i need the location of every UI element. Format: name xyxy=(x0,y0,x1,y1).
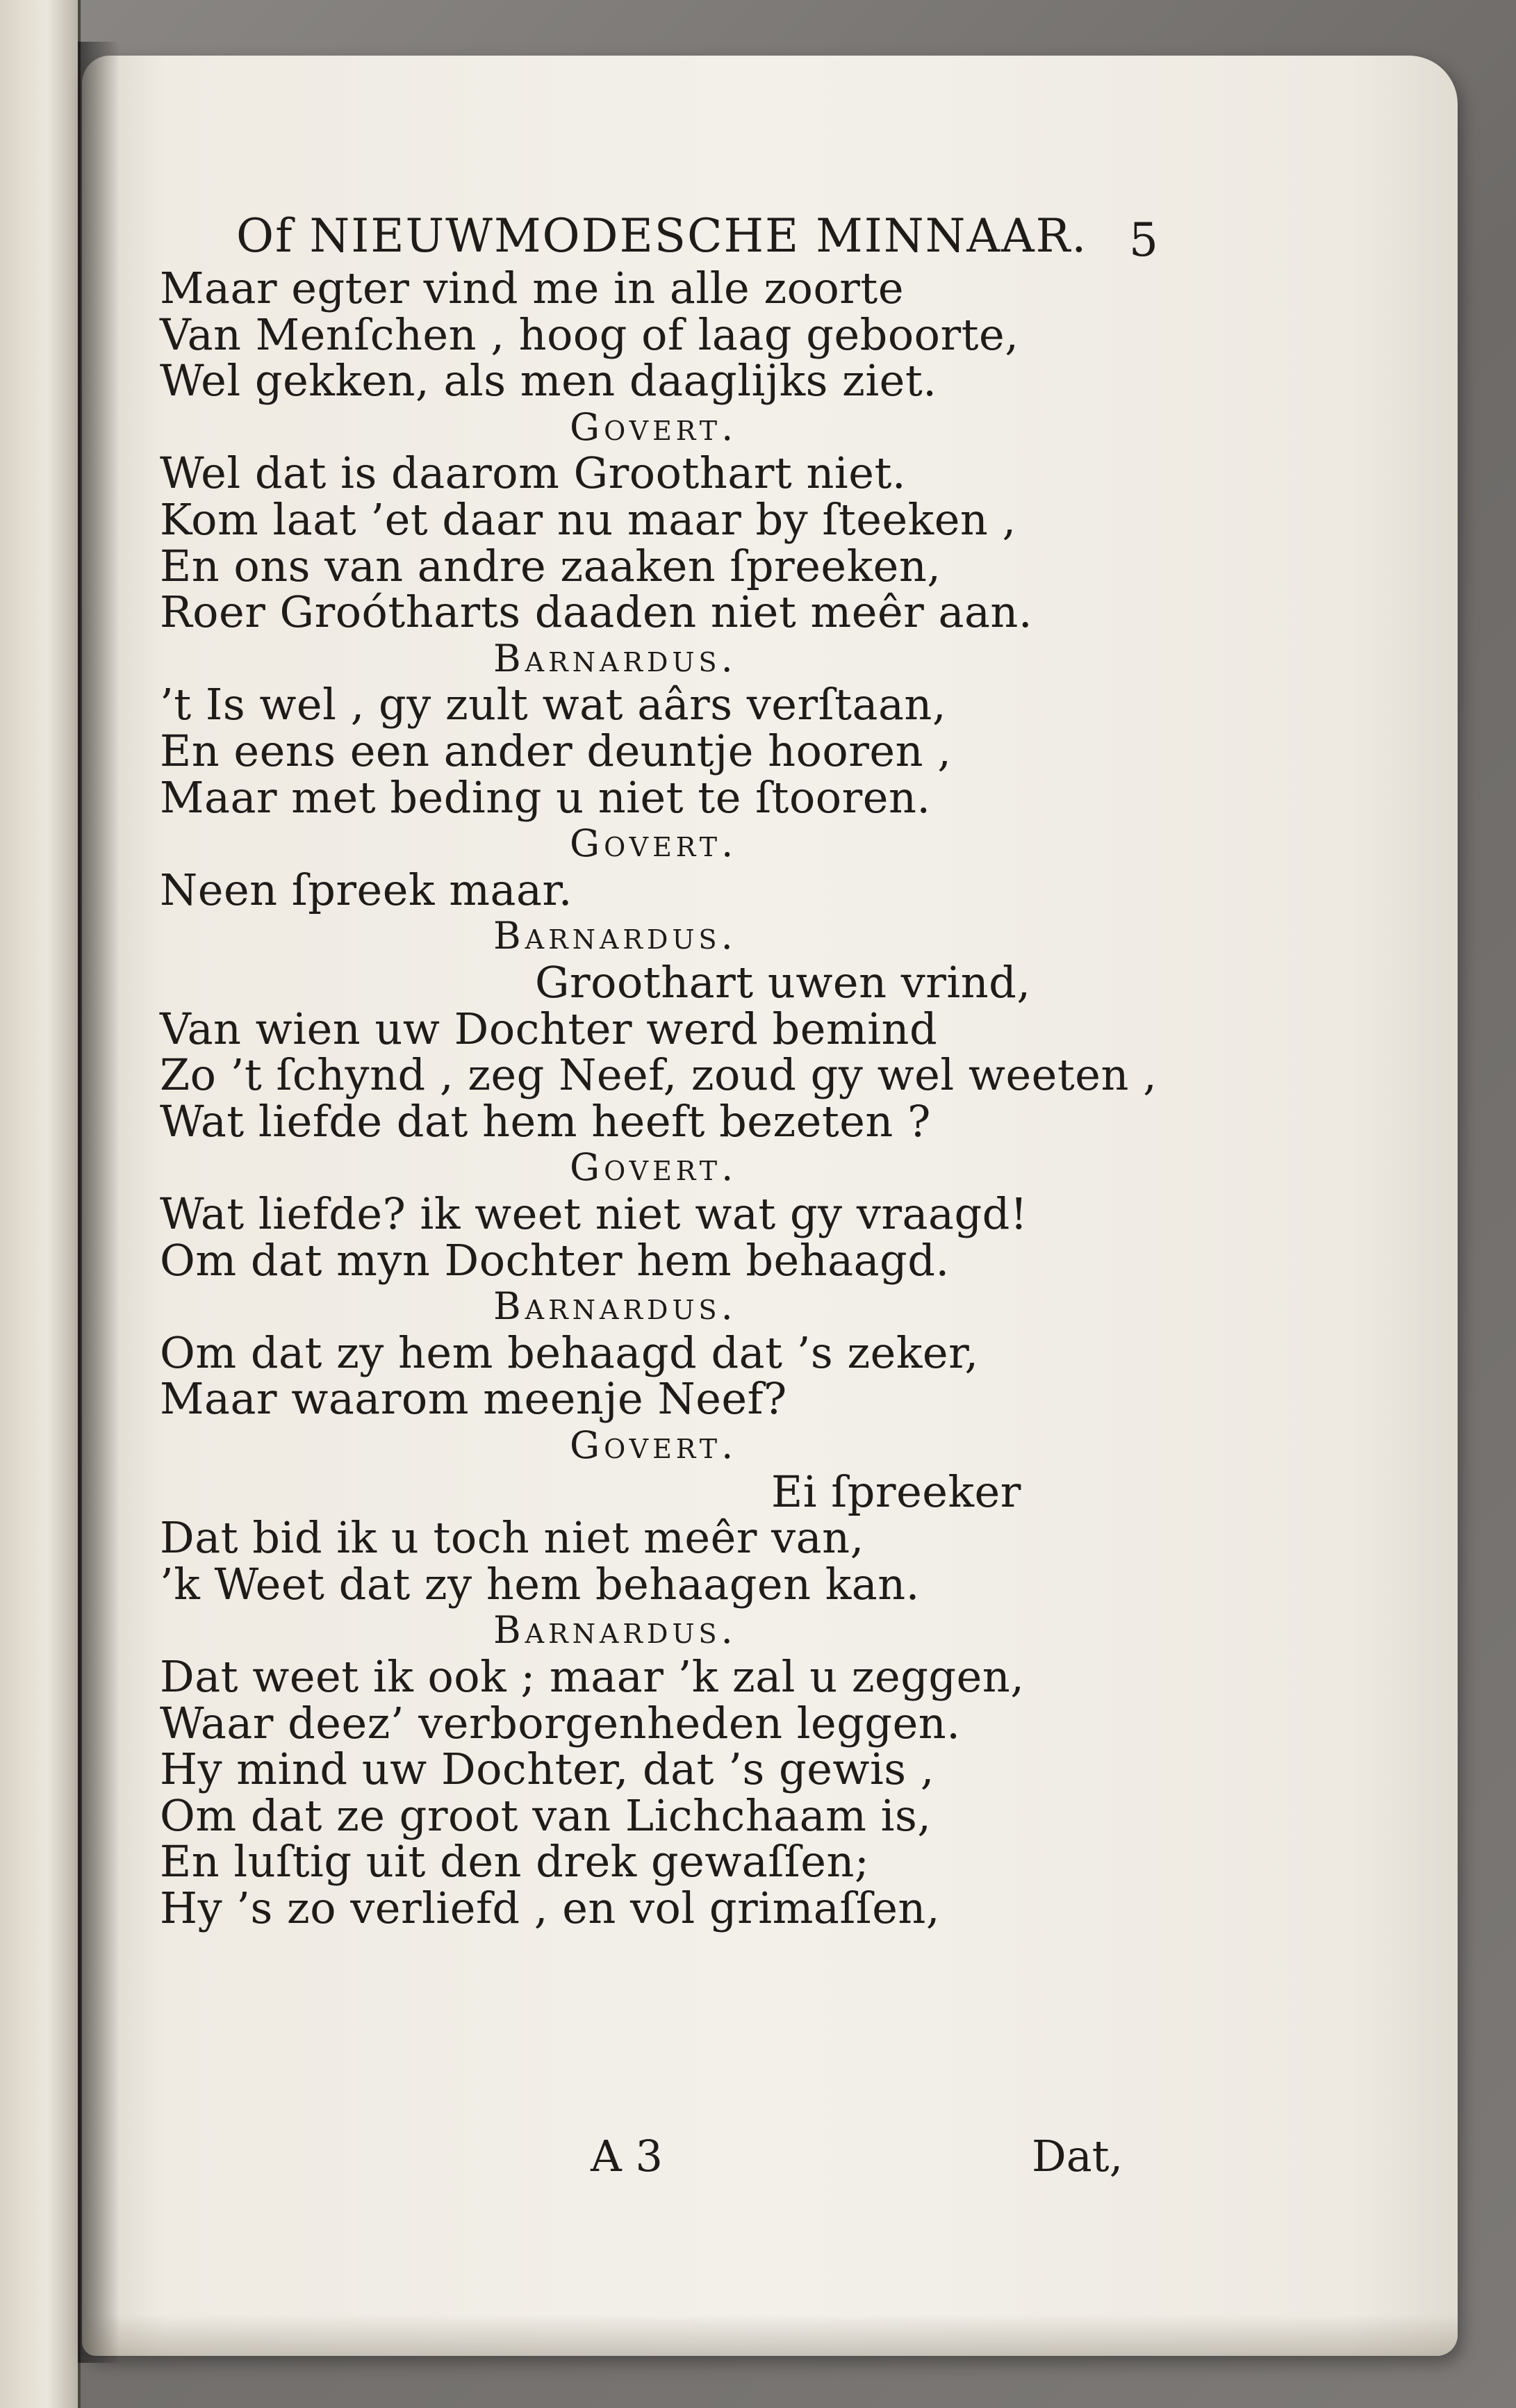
text-line: Maar waarom meenje Neef? xyxy=(160,1373,787,1425)
text-line: Waar deez’ verborgenheden leggen. xyxy=(160,1697,961,1748)
speaker-label: Barnardus. xyxy=(493,636,737,680)
text-line: Wat liefde dat hem heeft bezeten ? xyxy=(160,1095,931,1147)
text-line: Dat bid ik u toch niet meêr van, xyxy=(160,1512,864,1564)
text-line: Roer Groótharts daaden niet meêr aan. xyxy=(160,587,1033,638)
text-line: Maar egter vind me in alle zoorte xyxy=(160,263,905,313)
text-line: Om dat myn Dochter hem behaagd. xyxy=(160,1234,950,1286)
text-line: ’k Weet dat zy hem behaagen kan. xyxy=(160,1558,920,1610)
text-line: Van wien uw Dochter werd bemind xyxy=(160,1003,938,1054)
speaker-label: Govert. xyxy=(570,1145,738,1190)
left-page-edge xyxy=(0,0,81,2408)
speaker-label: Govert. xyxy=(570,1423,738,1467)
text-line: Maar met beding u niet te ſtooren. xyxy=(160,771,931,823)
text-line: Wel gekken, als men daaglijks ziet. xyxy=(160,355,937,407)
text-line: En luſtig uit den drek gewaſſen; xyxy=(160,1836,870,1887)
binding-shadow xyxy=(78,42,120,2363)
text-line: Om dat ze groot van Lichchaam is, xyxy=(160,1789,932,1841)
text-line: Hy ’s zo verliefd , en vol grimaſſen, xyxy=(160,1883,941,1933)
speaker-label: Govert. xyxy=(570,821,738,866)
signature-mark: A 3 xyxy=(591,2131,663,2181)
text-line: Neen ſpreek maar. xyxy=(160,864,572,915)
text-line: Ei ſpreeker xyxy=(771,1466,1021,1517)
page-number: 5 xyxy=(1129,213,1158,267)
text-line: Wat liefde? ik weet niet wat gy vraagd! xyxy=(160,1188,1028,1239)
speaker-label: Barnardus. xyxy=(493,1284,737,1329)
text-line: Groothart uwen vrind, xyxy=(535,957,1031,1008)
text-line: ’t Is wel , gy zult wat aârs verſtaan, xyxy=(160,679,947,730)
catchword: Dat, xyxy=(1032,2131,1123,2181)
text-line: Van Menſchen , hoog of laag geboorte, xyxy=(160,309,1019,360)
text-line: En ons van andre zaaken ſpreeken, xyxy=(160,540,941,591)
text-line: Wel dat is daarom Groothart niet. xyxy=(160,448,907,499)
page-bottom-edge xyxy=(82,2314,1458,2356)
running-header: Of NIEUWMODESCHE MINNAAR. xyxy=(236,209,1088,263)
text-line: Dat weet ik ook ; maar ’k zal u zeggen, xyxy=(160,1651,1025,1702)
speaker-label: Barnardus. xyxy=(493,914,737,958)
text-line: Hy mind uw Dochter, dat ’s gewis , xyxy=(160,1744,935,1795)
text-line: Zo ’t ſchynd , zeg Neef, zoud gy wel weeten , xyxy=(160,1049,1157,1101)
text-line: En eens een ander deuntje hooren , xyxy=(160,726,952,776)
text-line: Om dat zy hem behaagd dat ’s zeker, xyxy=(160,1327,979,1378)
speaker-label: Barnardus. xyxy=(493,1608,737,1653)
text-line: Kom laat ’et daar nu maar by ſteeken , xyxy=(160,494,1016,545)
speaker-label: Govert. xyxy=(570,404,738,449)
